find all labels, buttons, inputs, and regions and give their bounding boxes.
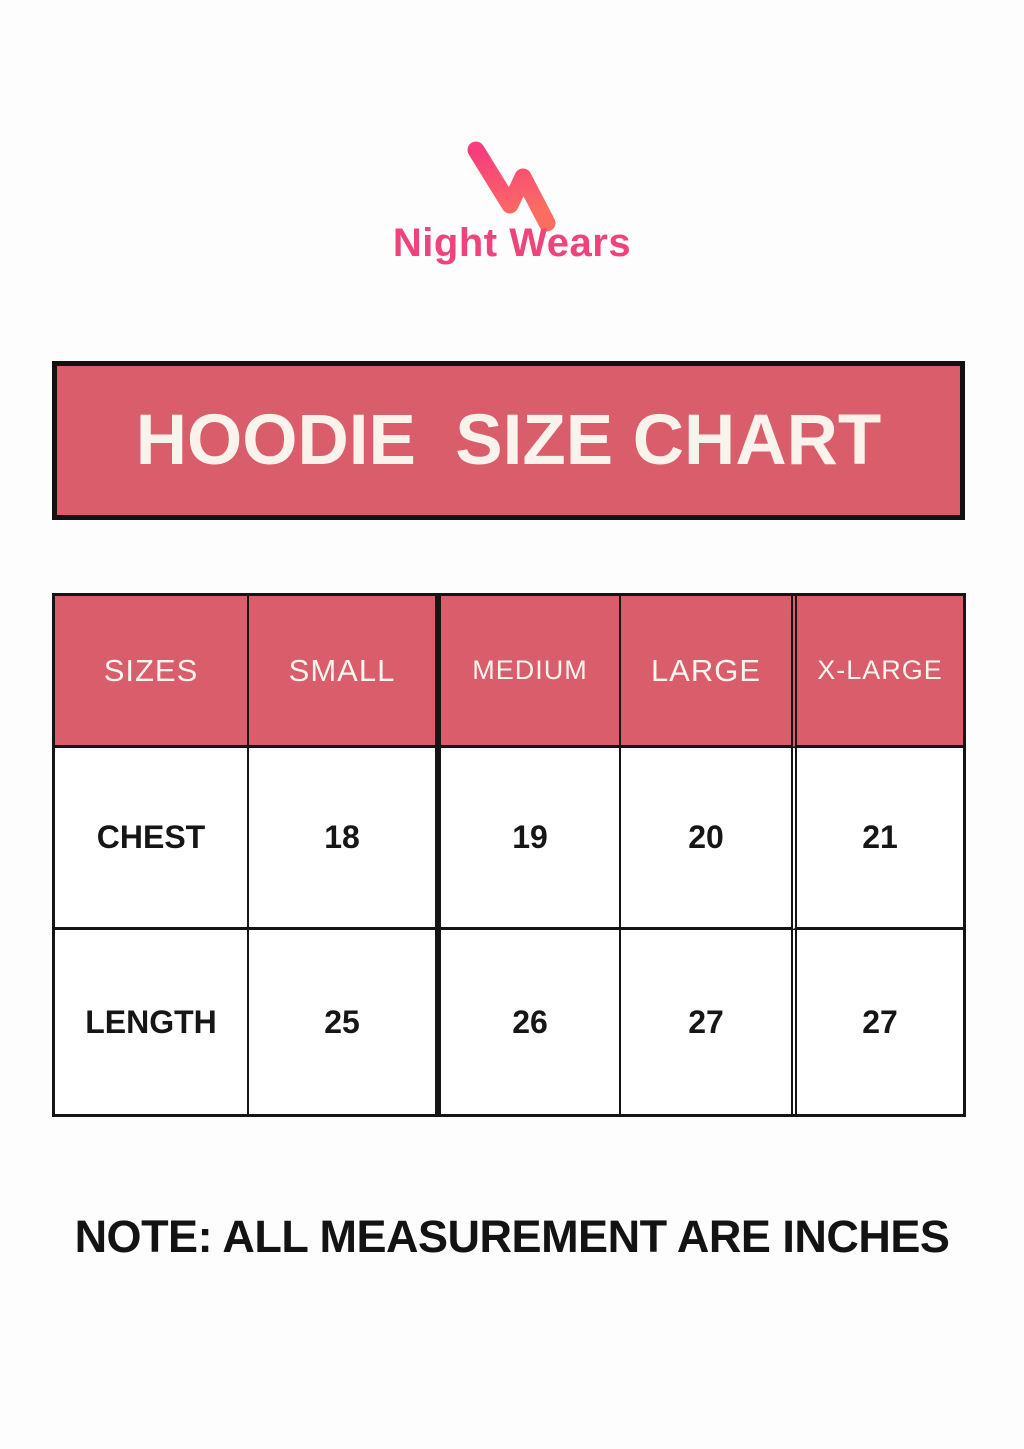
row-label-chest: CHEST <box>55 748 247 930</box>
size-chart-title: HOODIE SIZE CHART <box>135 401 882 480</box>
title-banner <box>52 361 965 520</box>
chest-medium-value: 19 <box>435 748 619 930</box>
header-cell-large: LARGE <box>619 596 791 748</box>
length-xlarge-value: 27 <box>791 930 963 1114</box>
brand-wordmark: Night Wears <box>392 221 632 265</box>
chest-xlarge-value: 21 <box>791 748 963 930</box>
header-cell-small: SMALL <box>247 596 435 748</box>
length-medium-value: 26 <box>435 930 619 1114</box>
chest-large-value: 20 <box>619 748 791 930</box>
size-table <box>52 593 966 1117</box>
header-cell-medium: MEDIUM <box>435 596 619 748</box>
length-small-value: 25 <box>247 930 435 1114</box>
length-large-value: 27 <box>619 930 791 1114</box>
chest-small-value: 18 <box>247 748 435 930</box>
row-label-length: LENGTH <box>55 930 247 1114</box>
header-cell-sizes: SIZES <box>55 596 247 748</box>
header-cell-xlarge: X-LARGE <box>791 596 963 748</box>
measurement-note: NOTE: ALL MEASUREMENT ARE INCHES <box>74 1211 950 1262</box>
